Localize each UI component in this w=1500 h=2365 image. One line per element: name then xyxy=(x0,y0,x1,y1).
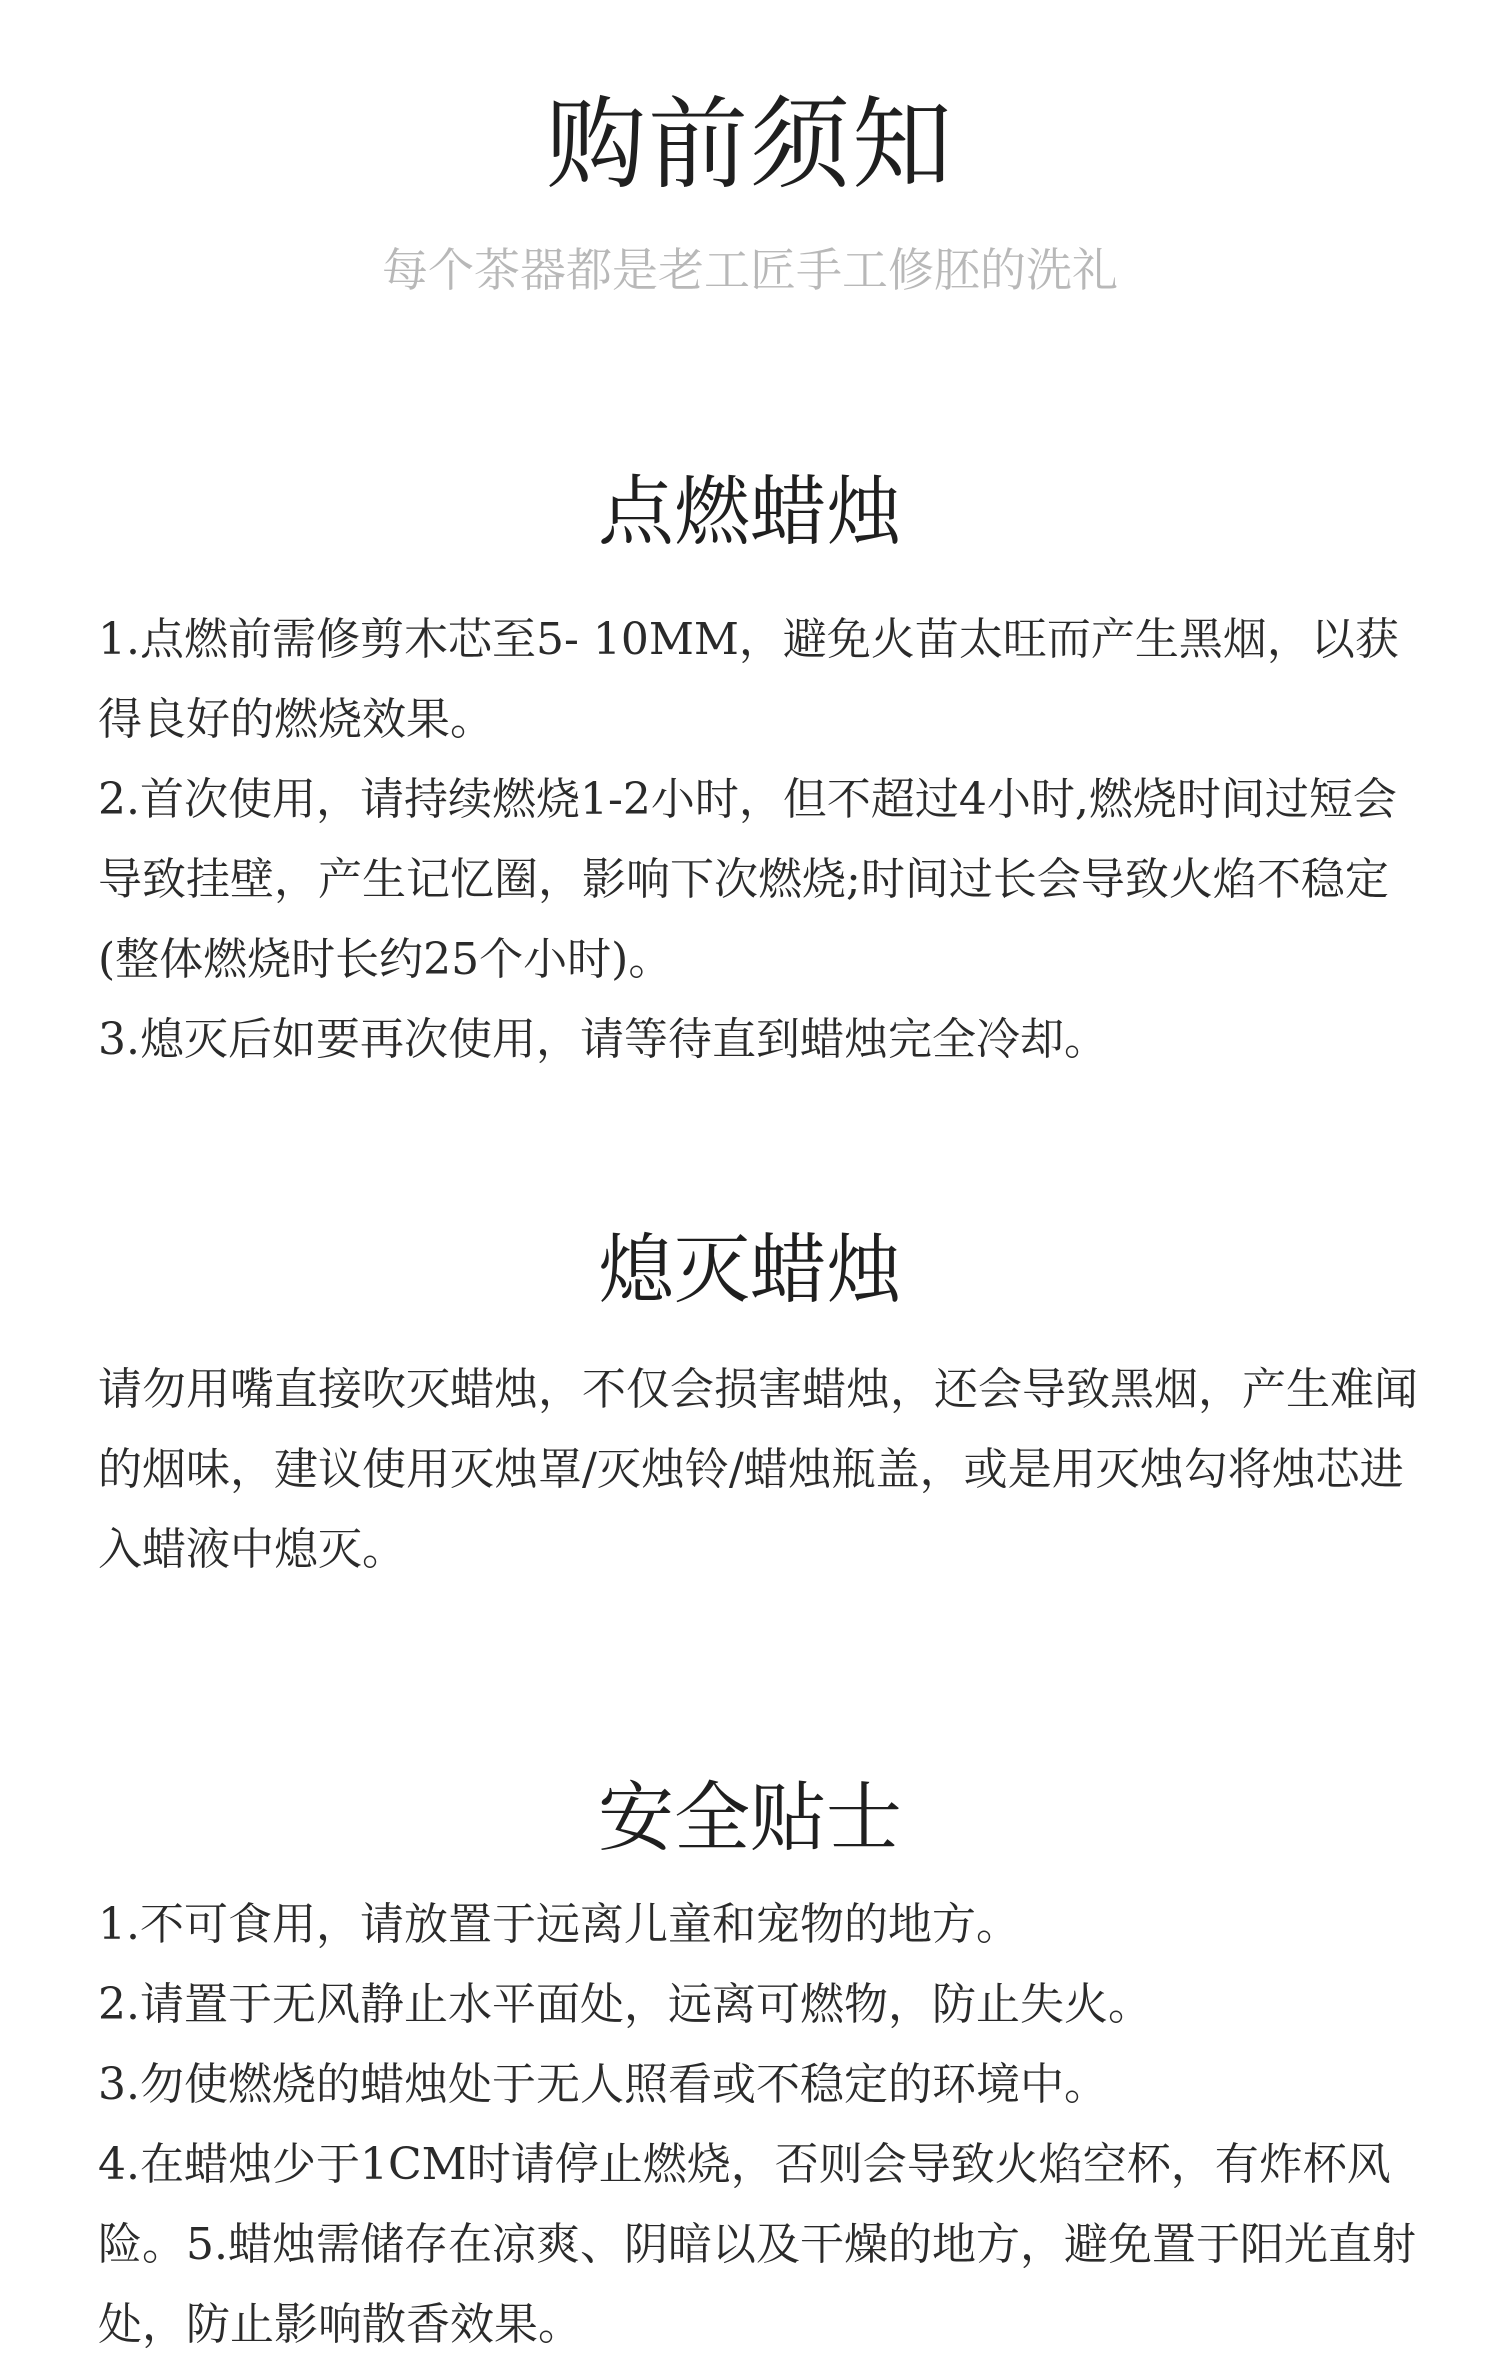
safety-tip-item: 1.不可食用，请放置于远离儿童和宠物的地方。 xyxy=(98,1899,1020,1950)
section-heading-extinguish-candle: 熄灭蜡烛 xyxy=(598,1225,902,1314)
page-subtitle: 每个茶器都是老工匠手工修胚的洗礼 xyxy=(382,243,1118,297)
instruction-item: 请勿用嘴直接吹灭蜡烛，不仅会损害蜡烛，还会导致黑烟，产生难闻的烟味，建议使用灭烛罩/灭烛铃/蜡烛瓶盖，或是用灭烛勾将烛芯进入蜡液中熄灭。 xyxy=(98,1364,1418,1575)
section-heading-light-candle: 点燃蜡烛 xyxy=(598,467,902,556)
section-body-safety-tips xyxy=(98,1885,1418,2365)
section-body-extinguish-candle xyxy=(98,1350,1418,1590)
instruction-item: 1.点燃前需修剪木芯至5- 10MM，避免火苗太旺而产生黑烟，以获得良好的燃烧效果。 xyxy=(98,614,1399,745)
section-body-light-candle xyxy=(98,600,1418,1080)
safety-tip-item: 4.在蜡烛少于1CM时请停止燃烧，否则会导致火焰空杯，有炸杯风险。5.蜡烛需储存在凉爽、阴暗以及干燥的地方，避免置于阳光直射处，防止影响散香效果。 xyxy=(98,2139,1416,2350)
instruction-item: 2.首次使用，请持续燃烧1-2小时，但不超过4小时,燃烧时间过短会导致挂壁，产生记忆圈，影响下次燃烧;时间过长会导致火焰不稳定(整体燃烧时长约25个小时)。 xyxy=(98,774,1397,985)
instruction-item: 3.熄灭后如要再次使用，请等待直到蜡烛完全冷却。 xyxy=(98,1014,1108,1065)
page-title: 购前须知 xyxy=(546,86,954,203)
safety-tip-item: 3.勿使燃烧的蜡烛处于无人照看或不稳定的环境中。 xyxy=(98,2059,1108,2110)
section-heading-safety-tips: 安全贴士 xyxy=(598,1773,902,1862)
safety-tip-item: 2.请置于无风静止水平面处，远离可燃物，防止失火。 xyxy=(98,1979,1152,2030)
